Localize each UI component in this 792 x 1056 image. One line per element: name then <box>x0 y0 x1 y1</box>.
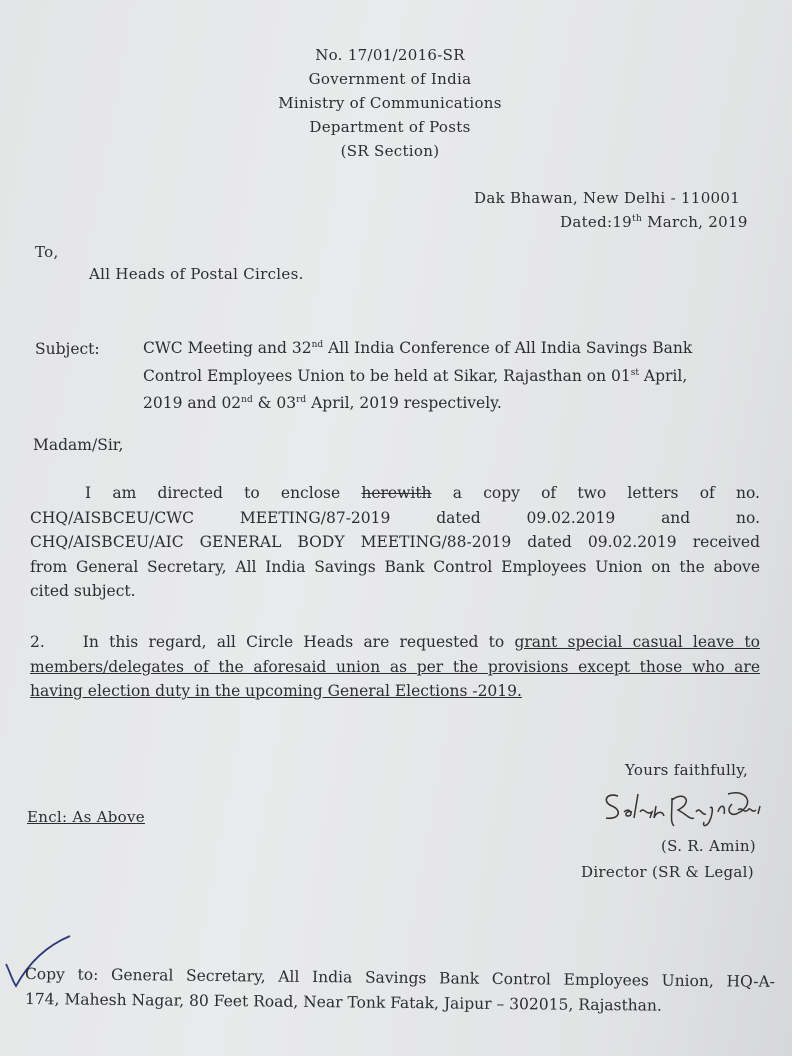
ministry-line: Ministry of Communications <box>278 94 502 112</box>
date-day: 19 <box>612 213 633 231</box>
para2-number: 2. <box>30 633 45 651</box>
subject-line3-sup2: rd <box>296 395 307 405</box>
para1-line1-a: I am directed to enclose <box>85 484 341 502</box>
para2-line3: having election duty in the upcoming General Elections -2019. <box>30 682 522 700</box>
para2-line2: members/delegates of the aforesaid union as per the provisions except those who are <box>30 657 760 676</box>
date-rest: March, 2019 <box>647 213 748 231</box>
subject-line3-a: 2019 and 02 <box>143 394 242 412</box>
recipient: All Heads of Postal Circles. <box>89 265 304 283</box>
subject-text <box>143 333 757 416</box>
subject-line1-sup: nd <box>311 340 324 350</box>
letter-date <box>560 213 748 231</box>
office-address: Dak Bhawan, New Delhi - 110001 <box>474 189 741 207</box>
copy-to-line1: Copy to: General Secretary, All India Savings Bank Control Employees Union, HQ-A- <box>24 965 776 991</box>
para1-line1-b: a copy of two letters of no. <box>452 484 760 502</box>
para1-line2: CHQ/AISBCEU/CWC MEETING/87-2019 dated 09.02.2019 and no. <box>30 508 760 527</box>
subject-line2-b: April, <box>638 366 688 385</box>
subject-label: Subject: <box>35 340 100 358</box>
para1-struck-word: herewith <box>361 484 432 502</box>
para1-line5: cited subject. <box>30 582 136 600</box>
date-prefix: Dated: <box>560 213 613 231</box>
to-label: To, <box>35 243 59 261</box>
subject-line2-sup: st <box>630 367 639 378</box>
signature <box>598 786 768 832</box>
enclosure-note: Encl: As Above <box>27 808 145 826</box>
signatory-name: (S. R. Amin) <box>661 837 756 855</box>
para1-line4: from General Secretary, All India Savings Bank Control Employees Union on the above <box>30 557 760 576</box>
subject-line3-c: April, 2019 respectively. <box>306 394 502 412</box>
subject-line3-b: & 03 <box>252 394 297 412</box>
subject-line1-a: CWC Meeting and 32 <box>143 339 312 357</box>
department-line: Department of Posts <box>309 118 471 136</box>
para2-line1-a: In this regard, all Circle Heads are requested to <box>82 633 515 651</box>
copy-to-line2: 174, Mahesh Nagar, 80 Feet Road, Near Tonk Fatak, Jaipur – 302015, Rajasthan. <box>24 989 662 1015</box>
para2-line1-underlined: grant special casual leave to <box>514 633 760 651</box>
signatory-designation: Director (SR & Legal) <box>581 863 754 881</box>
yours-faithfully: Yours faithfully, <box>625 761 749 779</box>
salutation: Madam/Sir, <box>33 436 124 454</box>
government-line: Government of India <box>308 70 472 88</box>
subject-line3-sup1: nd <box>241 395 253 405</box>
para1-line3: CHQ/AISBCEU/AIC GENERAL BODY MEETING/88-2019 dated 09.02.2019 received <box>30 533 760 551</box>
subject-line1-b: All India Conference of All India Savings Bank <box>323 339 693 357</box>
file-number: No. 17/01/2016-SR <box>315 46 465 64</box>
paragraph-1 <box>30 481 760 604</box>
paragraph-2 <box>30 630 760 704</box>
subject-line2-a: Control Employees Union to be held at Sikar, Rajasthan on 01 <box>143 366 631 385</box>
section-line: (SR Section) <box>340 142 440 160</box>
copy-to <box>24 962 776 1015</box>
date-suffix: th <box>632 214 643 224</box>
para1-line1 <box>30 481 760 506</box>
para2-line1 <box>30 630 760 655</box>
